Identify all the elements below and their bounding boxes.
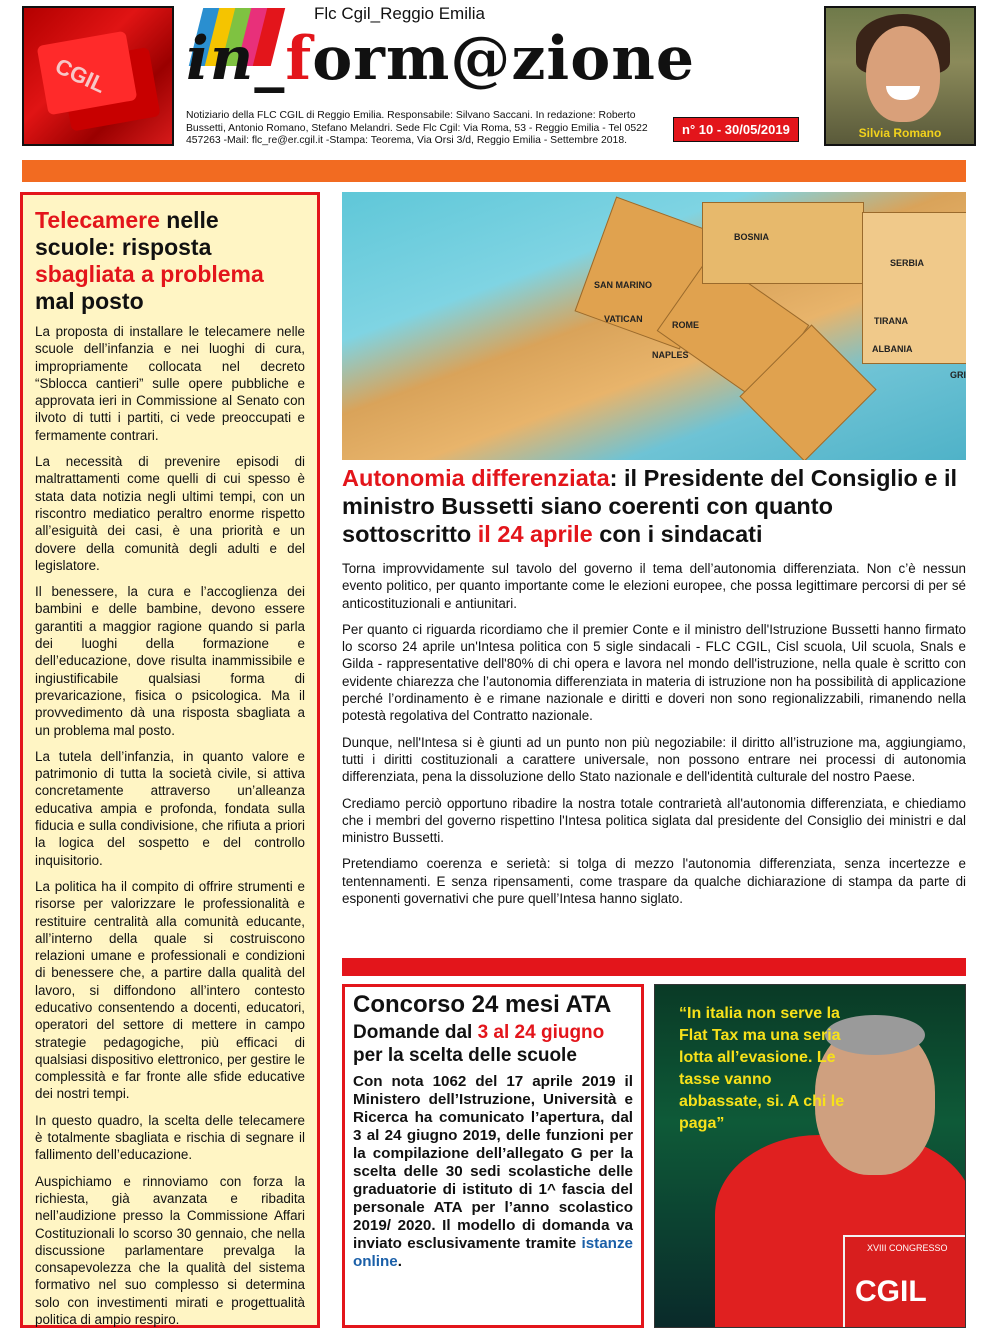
podium-logo: CGIL bbox=[855, 1275, 927, 1308]
map-label: ROME bbox=[672, 320, 699, 330]
quote-text: “In italia non serve la Flat Tax ma una seria lotta all’evasione. Le tasse vanno abbassate, si. A chi le paga” bbox=[679, 1005, 845, 1132]
podium-caption: XVIII CONGRESSO bbox=[867, 1243, 948, 1253]
italy-puzzle-map-image bbox=[342, 192, 966, 460]
quote-photo-box bbox=[654, 984, 966, 1328]
map-label: SAN MARINO bbox=[594, 280, 652, 290]
cgil-flag-photo bbox=[22, 6, 174, 146]
telecamere-paragraph: In questo quadro, la scelta delle telecamere è totalmente sbagliata e rischia di segnare il fallimento dell’educazione. bbox=[35, 1112, 305, 1163]
portrait-photo bbox=[824, 6, 976, 146]
telecamere-paragraph: La tutela dell’infanzia, in quanto valore e patrimonio di tutta la società civile, si attiva concretamente attraverso un’alleanza educativa ampia e profonda, fondata sulla fiducia e sulla condivisione, che rifiuta a priori la logica del sospetto e del controllo inquisitorio. bbox=[35, 748, 305, 868]
map-label: BOSNIA bbox=[734, 232, 770, 242]
autonomia-paragraph: Pretendiamo coerenza e serietà: si tolga di mezzo l'autonomia differenziata, senza incertezze e tentennamenti. E senza ripensamenti, come traspare da qualche dichiarazione di stampa da parte di esponenti governativi che pure quell’Intesa hanno siglato. bbox=[342, 856, 966, 907]
autonomia-paragraph: Crediamo perciò opportuno ribadire la nostra totale contrarietà all'autonomia differenziata, e chiediamo che i membri del governo rispettino l'Intesa politica siglata dal presidente del Consiglio dei ministri e dal ministro Bussetti. bbox=[342, 795, 966, 846]
autonomia-paragraph: Dunque, nell'Intesa si è giunti ad un punto non più negoziabile: il diritto all’istruzione ma, aggiungiamo, tutti i diritti costituzionali a carattere universale, non possono entrare nei processi di autonomia differenziata, pena la dissoluzione dello Stato nazionale e dell'identità culturale del nostro Paese. bbox=[342, 734, 966, 785]
telecamere-paragraph: La politica ha il compito di offrire strumenti e risorse per valorizzare le professionalità e restituire centralità alla comunità educante, all’interno della quale si costruiscono relazioni umane e professionali e condizioni di benessere che, a partire dalla qualità del lavoro, si diffondono all’intero contesto educativo consentendo a docenti, educatori, operatori del settore di mettere in campo strategie pedagogiche, più efficaci di qualsiasi dispositivo elettronico, per gestire le complessità e far fronte alle sfide educative dei nostri tempi. bbox=[35, 878, 305, 1102]
concorso-ata-box bbox=[342, 984, 644, 1328]
concorso-title: Concorso 24 mesi ATA bbox=[353, 991, 612, 1018]
map-label: TIRANA bbox=[874, 316, 908, 326]
concorso-subtitle: Domande dal 3 al 24 giugno per la scelta delle scuole bbox=[353, 1022, 605, 1066]
red-divider bbox=[342, 958, 966, 976]
telecamere-paragraph: Il benessere, la cura e l’accoglienza dei bambini e delle bambine, devono essere garantiti a maggior ragione quando si parla dei luoghi della formazione e dell’educazione, dove risulta inammissibile e ingiustificabile qualsiasi forma di prevaricazione, fisica o psicologica. Ma il provvedimento dà una risposta sbagliata a un problema mal posto. bbox=[35, 584, 305, 738]
map-label: GRI bbox=[950, 370, 966, 380]
autonomia-body bbox=[342, 560, 966, 916]
masthead-note: Notiziario della FLC CGIL di Reggio Emilia. Responsabile: Silvano Saccani. In redazione: Roberto Bussetti, Antonio Romano, Stefano Melandri. Sede Flc Cgil: Via Roma, 53 - Reggio Emilia - Tel 0522 457263 -Mail: flc_re@er.cgil.it -Stampa: Teorema, Via Orsi 3/d, Reggio Emilia - Settembre 2018. bbox=[186, 110, 648, 146]
autonomia-paragraph: Torna improvvidamente sul tavolo del governo il tema dell’autonomia differenziata. Non c’è nessun evento politico, per quanto importante come le elezioni europee, che possa legittimare percorsi di per sé anticostituzionali e antiunitari. bbox=[342, 561, 966, 611]
telecamere-title: Telecamere nelle scuole: risposta sbagliata a problema mal posto bbox=[35, 207, 264, 314]
masthead-logo: in_form@zione bbox=[186, 24, 696, 94]
map-label: ALBANIA bbox=[872, 344, 913, 354]
map-label: SERBIA bbox=[890, 258, 925, 268]
concorso-body: Con nota 1062 del 17 aprile 2019 il Ministero dell’Istruzione, Università e Ricerca ha comunicato l’apertura, dal 3 al 24 giugno 2019, delle funzioni per la compilazione dell’allegato G per la scelta delle 30 sedi scolastiche delle graduatorie di istituto di 1^ fascia del personale ATA per l’anno scolastico 2019/ 2020. Il modello di domanda va inviato esclusivamente tramite istanze online. bbox=[353, 1073, 633, 1270]
orange-divider bbox=[22, 160, 966, 182]
istanze-online-link[interactable]: istanze online bbox=[353, 1235, 633, 1270]
map-label: NAPLES bbox=[652, 350, 689, 360]
autonomia-paragraph: Per quanto ci riguarda ricordiamo che il premier Conte e il ministro dell'Istruzione Bussetti hanno firmato lo scorso 24 aprile un'Intesa politica con 5 sigle sindacali - FLC CGIL, Cisl scuola, Uil scuola, Snals e Gilda - rappresentative dell'80% di chi opera e lavora nel mondo dell'istruzione, nella quale è scritto con evidente chiarezza che l’autonomia differenziata in materia di istruzione non ha possibilità di applicazione perché l’ordinamento è e rimane nazionale e diritti e doveri non sono regionalizzabili, rimanendo nella potestà regolativa del Contratto nazionale. bbox=[342, 621, 966, 724]
portrait-face bbox=[866, 26, 940, 122]
portrait-caption: Silvia Romano bbox=[858, 126, 942, 140]
telecamere-paragraph: La necessità di prevenire episodi di maltrattamenti come quelli di cui spesso è stata data notizia negli ultimi tempi, con un riscontro mediatico peraltro enorme rispetto all’esiguità dei casi, è una priorità e un dovere della comunità degli adulti e del legislatore. bbox=[35, 454, 305, 573]
flag-text: CGIL bbox=[51, 53, 110, 98]
brand-subtitle: Flc Cgil_Reggio Emilia bbox=[314, 4, 486, 23]
telecamere-article bbox=[20, 192, 320, 1328]
issue-badge: n° 10 - 30/05/2019 bbox=[673, 117, 799, 142]
autonomia-title: Autonomia differenziata: il Presidente del Consiglio e il ministro Bussetti siano coerenti con quanto sottoscritto il 24 aprile con i sindacati bbox=[342, 465, 958, 547]
telecamere-paragraph: Auspichiamo e rinnoviamo con forza la richiesta, già avanzata e ribadita nell’audizione presso la Commissione Affari Costituzionali lo scorso 30 gennaio, che nella discussione parlamentare prevalga la consapevolezza che la qualità del sistema formativo nel suo complesso si determina solo con investimenti mirati e progettualità politica di ampio respiro. bbox=[35, 1173, 305, 1328]
map-label: VATICAN bbox=[604, 314, 643, 324]
telecamere-paragraph: La proposta di installare le telecamere nelle scuole dell’infanzia e nei luoghi di cura, impropriamente collocata nel decreto “Sblocca cantieri” sulle opere pubbliche e approvata ieri in Commissione al Senato con ilvoto di tutti i partiti, ci vede preoccupati e fermamente contrari. bbox=[35, 324, 305, 443]
